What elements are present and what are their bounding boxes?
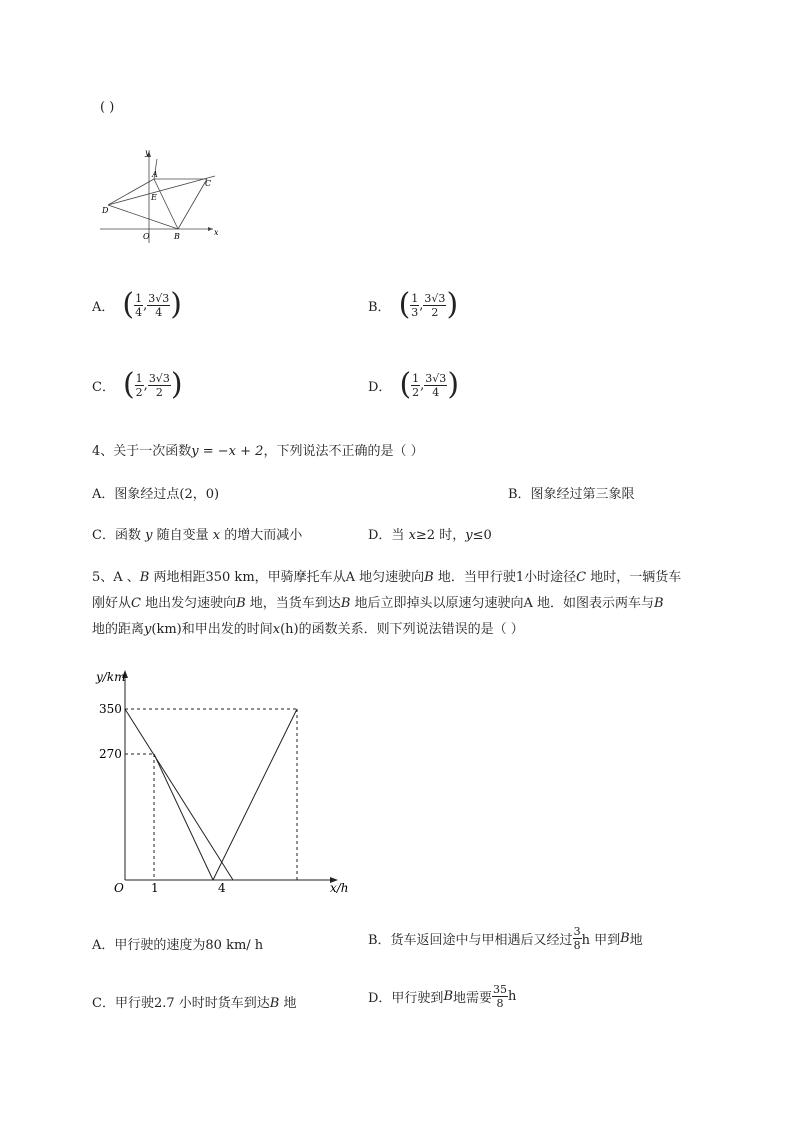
text: 随自变量 — [152, 528, 213, 543]
var: x — [272, 622, 281, 637]
left-paren: ( — [122, 367, 135, 402]
text: h 甲到 — [581, 933, 621, 948]
line-truck-going — [154, 754, 213, 880]
label-A: A — [152, 170, 158, 179]
fraction — [148, 373, 171, 398]
q3-option-a — [92, 287, 182, 322]
q3-option-b — [368, 287, 459, 322]
fraction — [135, 373, 144, 398]
fraction — [134, 293, 143, 318]
label-B: B — [174, 232, 180, 241]
comma: , — [420, 377, 425, 393]
text: 地需要 — [453, 991, 493, 1006]
q5-distance-time-graph — [90, 662, 360, 902]
segment-DA — [108, 179, 154, 205]
y-axis-label: y/km — [96, 670, 126, 684]
text: 5、A 、 — [92, 570, 140, 585]
left-paren: ( — [399, 367, 412, 402]
left-paren: ( — [122, 287, 135, 322]
var: B — [654, 596, 664, 611]
var-y: y — [465, 528, 473, 543]
text: B．货车返回途中与甲相遇后又经过 — [368, 933, 573, 948]
q5-option-b — [368, 926, 643, 951]
fraction — [573, 926, 582, 951]
text: h — [508, 989, 517, 1004]
q3-answer-blank: ( ) — [100, 100, 115, 115]
right-paren: ) — [170, 287, 182, 322]
denominator: 8 — [573, 939, 581, 952]
comma: , — [143, 377, 148, 393]
option-label: D． — [368, 379, 392, 395]
q3-option-c — [92, 367, 183, 402]
q4-formula: y = −x + 2 — [191, 444, 264, 459]
option-label: B． — [368, 299, 391, 315]
var: B — [139, 570, 150, 585]
q5-option-a: A．甲行驶的速度为80 km/ h — [92, 938, 264, 953]
numerator: 3√3 — [148, 291, 170, 305]
x-axis-label: x/h — [330, 881, 349, 895]
line-jia — [125, 709, 233, 880]
fraction — [492, 984, 508, 1009]
left-paren: ( — [398, 287, 411, 322]
numerator: 3√3 — [148, 371, 170, 385]
segment-AB — [154, 179, 178, 229]
denominator: 2 — [135, 385, 143, 399]
segment-BD — [108, 205, 178, 229]
q4-option-c — [92, 524, 302, 543]
q5-stem-line3 — [92, 618, 524, 637]
q4-option-a: A．图象经过点(2，0) — [92, 487, 220, 502]
numerator: 1 — [135, 291, 143, 305]
y-tick-270: 270 — [99, 747, 122, 761]
comma: , — [419, 297, 424, 313]
numerator: 35 — [493, 983, 508, 996]
text: 的增大而减小 — [220, 528, 303, 543]
fraction — [424, 373, 447, 398]
right-paren: ) — [170, 367, 183, 402]
var: C — [131, 596, 141, 611]
segment-DC-extended — [108, 176, 215, 205]
denominator: 4 — [432, 385, 440, 399]
numerator: 3√3 — [425, 371, 447, 385]
x-axis-arrow — [208, 227, 213, 231]
denominator: 4 — [155, 305, 163, 319]
text: 地．当甲行驶1小时途径 — [433, 570, 577, 585]
text: D．甲行驶到 — [368, 991, 444, 1006]
fraction — [411, 373, 420, 398]
q5-option-c — [92, 992, 296, 1011]
denominator: 8 — [496, 997, 504, 1010]
text: 地时，一辆货车 — [586, 570, 682, 585]
var: B — [424, 570, 434, 585]
text: 地的距离 — [92, 622, 145, 637]
denominator: 2 — [155, 385, 163, 399]
var: B — [236, 596, 246, 611]
q4-option-d — [368, 524, 492, 543]
text: (h)的函数关系．则下列说法错误的是（ ） — [280, 622, 524, 637]
q4-option-b: B．图象经过第三象限 — [508, 487, 635, 502]
q5-stem-line2 — [92, 592, 664, 611]
var: y — [144, 622, 152, 637]
text: 地出发匀速驶向 — [140, 596, 237, 611]
denominator: 3 — [411, 305, 419, 319]
var: B — [340, 596, 351, 611]
comma: , — [143, 297, 148, 313]
text: 地 — [279, 996, 297, 1011]
numerator: 1 — [411, 291, 419, 305]
fraction — [410, 293, 419, 318]
x-tick-1: 1 — [151, 881, 159, 895]
text: 地后立即掉头以原速匀速驶向A 地．如图表示两车与 — [350, 596, 655, 611]
text: C．甲行驶2.7 小时时货车到达 — [92, 996, 270, 1011]
option-label: C． — [92, 379, 115, 395]
right-paren: ) — [447, 367, 460, 402]
var: B — [620, 931, 630, 946]
text: C．函数 — [92, 528, 146, 543]
label-y: y — [145, 148, 150, 157]
fraction — [423, 293, 446, 318]
q4-stem-text-post: ，下列说法不正确的是（ ） — [263, 444, 424, 459]
text: ≤0 — [472, 528, 492, 543]
var: B — [443, 989, 453, 1004]
segment-CB — [178, 179, 207, 229]
q3-geometry-figure — [95, 145, 225, 245]
var-x: x — [212, 528, 221, 543]
text: 地 — [629, 933, 643, 948]
numerator: 3 — [573, 925, 581, 938]
label-x: x — [214, 228, 219, 237]
numerator: 1 — [135, 371, 143, 385]
text: (km)和甲出发的时间 — [151, 622, 273, 637]
var-y: y — [145, 528, 153, 543]
q5-stem-line1 — [92, 566, 681, 585]
var-x: x — [408, 528, 416, 543]
q4-stem — [92, 440, 424, 459]
y-tick-350: 350 — [99, 702, 122, 716]
text: D．当 — [368, 528, 409, 543]
origin-label: O — [114, 881, 124, 895]
var: C — [576, 570, 587, 585]
line-truck-return — [213, 709, 297, 880]
option-label: A． — [92, 299, 115, 315]
text: ≥2 时， — [415, 528, 466, 543]
numerator: 1 — [412, 371, 420, 385]
label-D: D — [102, 206, 109, 215]
label-O: O — [143, 232, 150, 241]
x-tick-4: 4 — [218, 881, 226, 895]
text: 刚好从 — [92, 596, 132, 611]
denominator: 2 — [412, 385, 420, 399]
denominator: 4 — [135, 305, 143, 319]
numerator: 3√3 — [424, 291, 446, 305]
var: B — [269, 996, 280, 1011]
right-paren: ) — [446, 287, 459, 322]
text: 两地相距350 km，甲骑摩托车从A 地匀速驶向 — [149, 570, 425, 585]
text: 地，当货车到达 — [245, 596, 341, 611]
q5-option-d — [368, 984, 516, 1009]
fraction — [147, 293, 170, 318]
denominator: 2 — [431, 305, 439, 319]
q3-option-d — [368, 367, 460, 402]
label-C: C — [205, 179, 212, 188]
label-E: E — [151, 193, 157, 202]
q4-stem-text: 4、关于一次函数 — [92, 444, 192, 459]
